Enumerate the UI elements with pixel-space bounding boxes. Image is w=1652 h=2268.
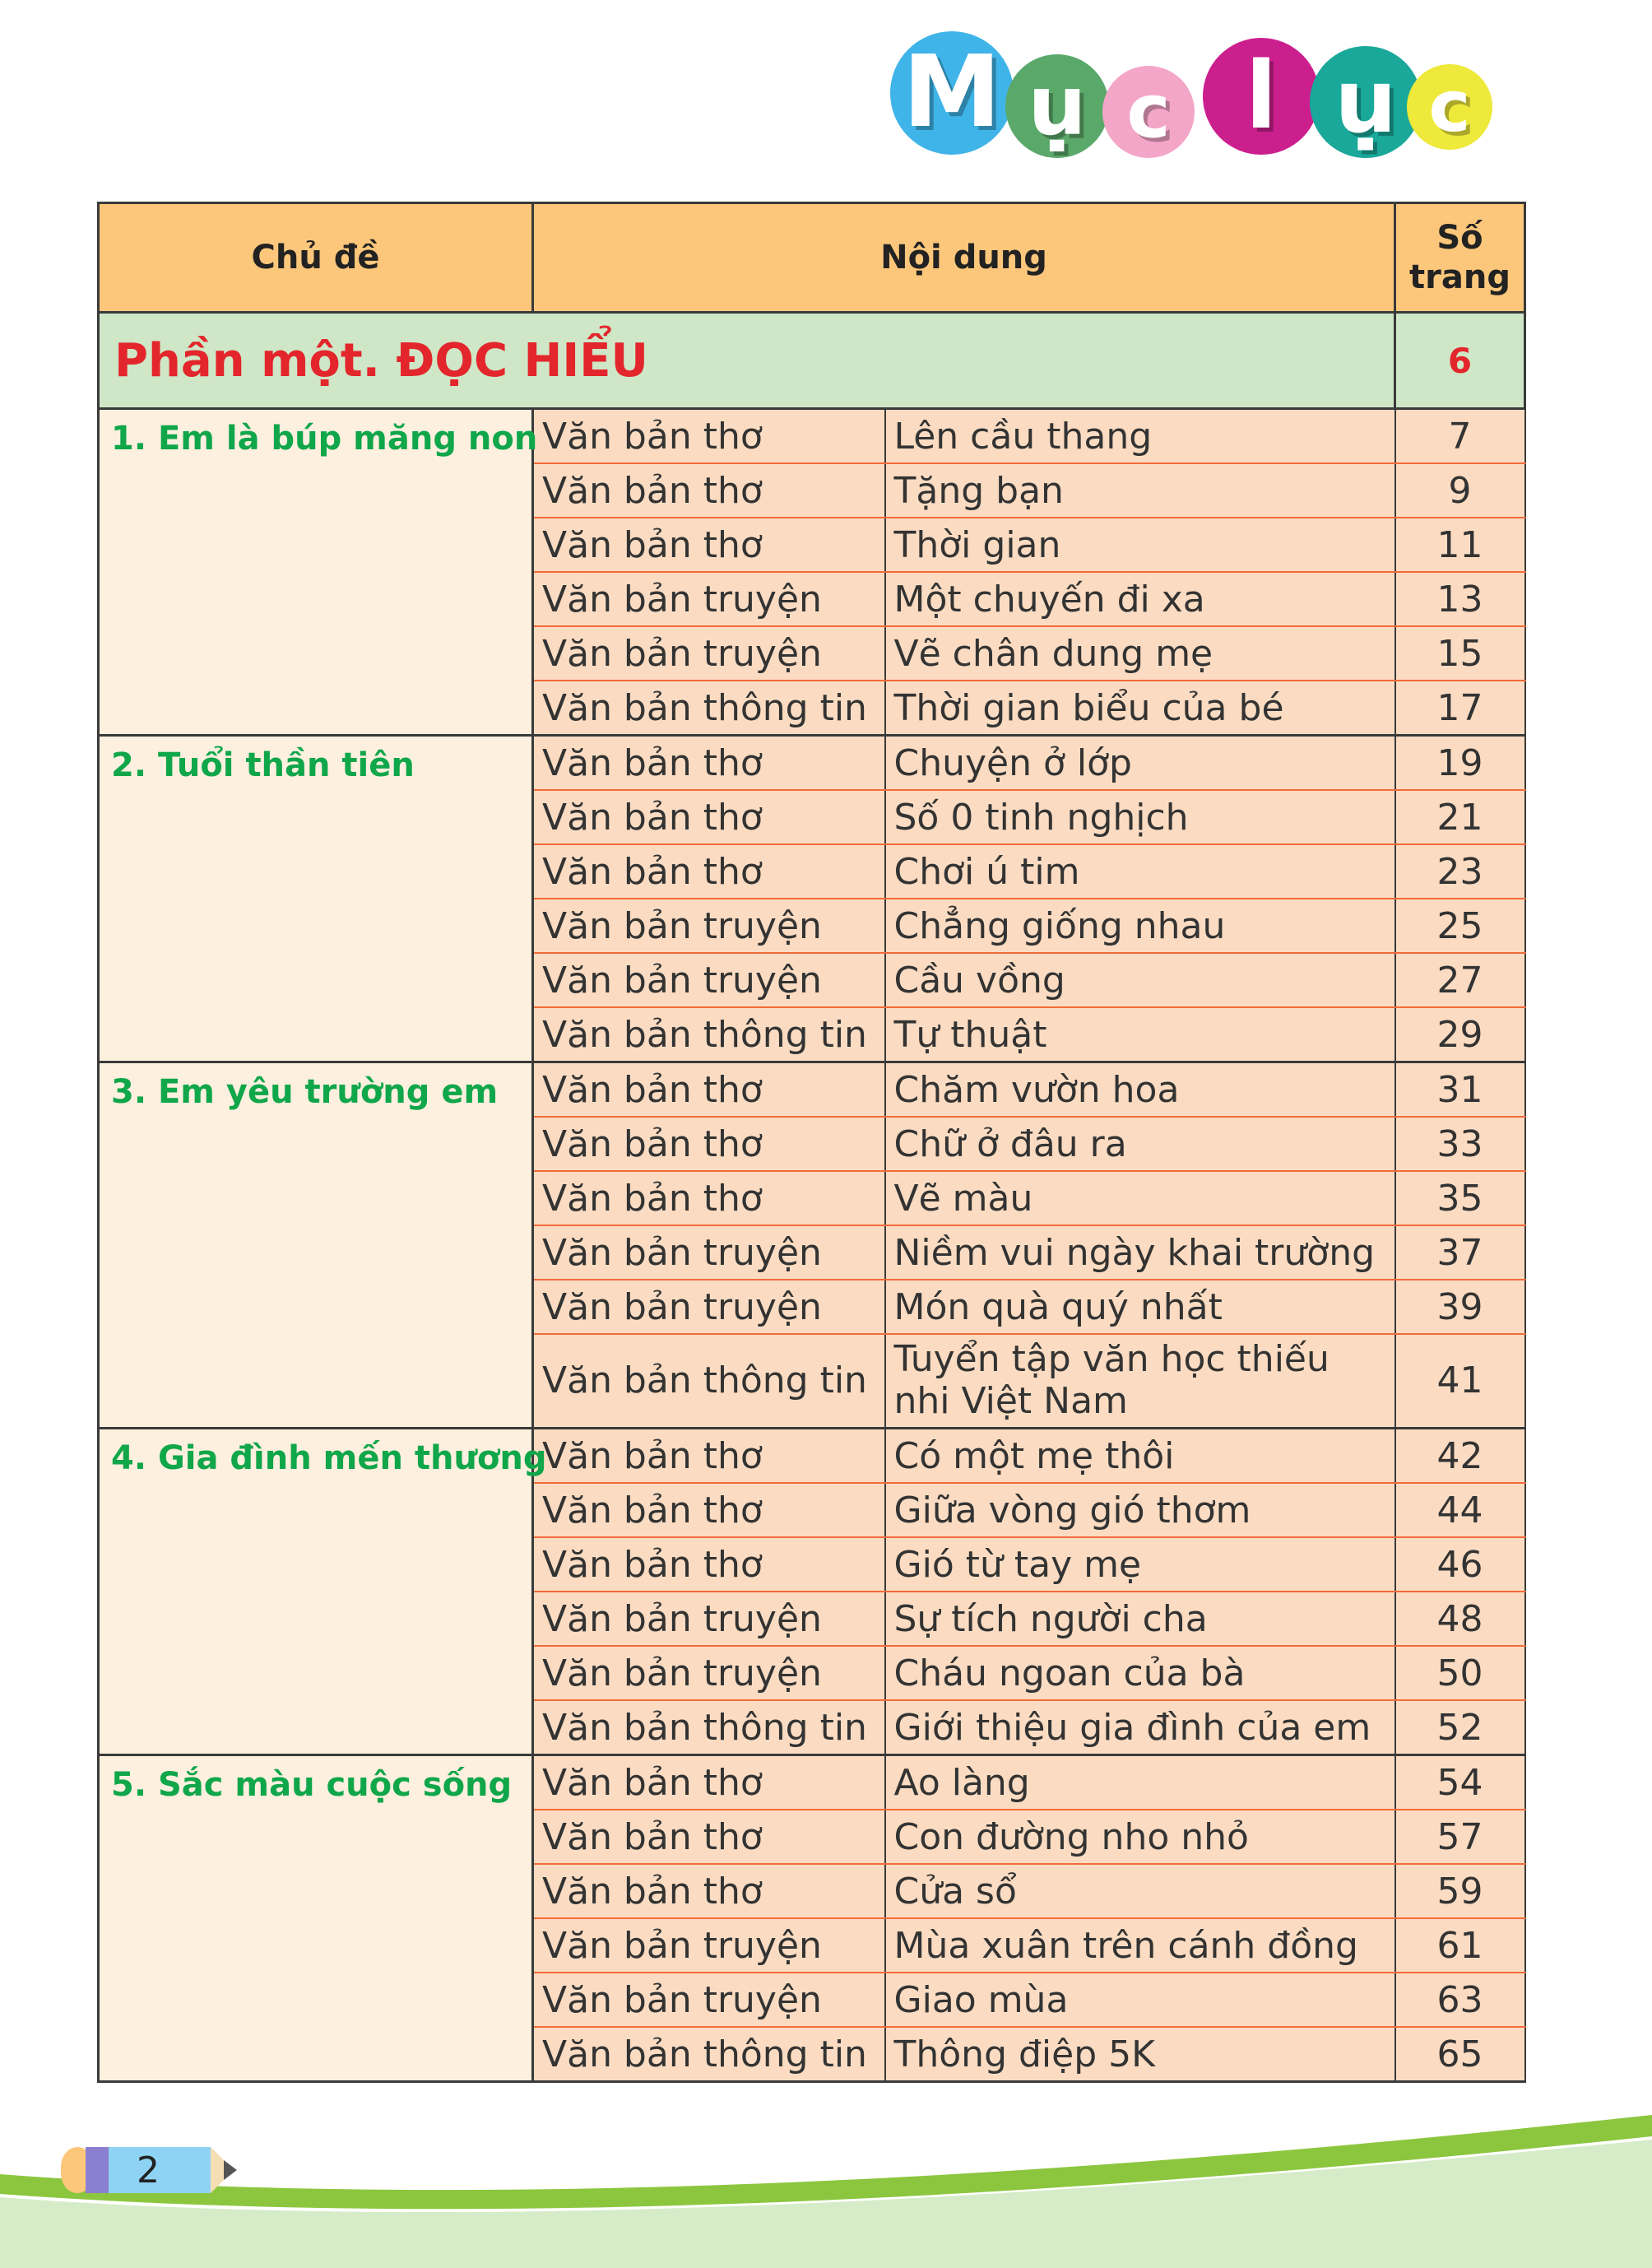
text-kind: Văn bản thơ [533,1537,885,1592]
page-number-cell: 21 [1395,790,1525,844]
text-kind: Văn bản thơ [533,736,885,791]
text-title: Số 0 tinh nghịch [885,790,1395,844]
table-row [99,736,1525,791]
page-number: 2 [137,2149,160,2191]
page-number-cell: 37 [1395,1225,1525,1280]
text-kind: Văn bản thơ [533,1755,885,1810]
page-title [890,31,1483,163]
text-kind: Văn bản thông tin [533,681,885,736]
text-title: Chẳng giống nhau [885,899,1395,953]
text-title: Con đường nho nhỏ [885,1810,1395,1864]
text-kind: Văn bản thơ [533,1864,885,1918]
text-title: Chăm vườn hoa [885,1062,1395,1118]
page-number-cell: 57 [1395,1810,1525,1864]
text-title: Món quà quý nhất [885,1280,1395,1334]
page-number-cell: 50 [1395,1646,1525,1700]
page-number-cell: 11 [1395,518,1525,572]
page-number-cell: 46 [1395,1537,1525,1592]
text-kind: Văn bản truyện [533,1225,885,1280]
part-page: 6 [1395,313,1525,409]
text-kind: Văn bản thông tin [533,2027,885,2082]
text-title: Lên cầu thang [885,409,1395,464]
topic-name: 3. Em yêu trường em [99,1062,533,1429]
text-title: Ao làng [885,1755,1395,1810]
topic-name: 1. Em là búp măng non [99,409,533,736]
page-number-cell: 48 [1395,1592,1525,1646]
text-title: Tự thuật [885,1007,1395,1062]
page-number-cell: 54 [1395,1755,1525,1810]
page-number-cell: 61 [1395,1918,1525,1973]
table-row [99,1062,1525,1118]
title-letter-bubble: l [1203,38,1320,155]
part-title: Phần một. ĐỌC HIỂU [99,313,1395,409]
table-of-contents [97,202,1526,2083]
title-letter-bubble: c [1102,66,1195,158]
page-number-cell: 19 [1395,736,1525,791]
text-kind: Văn bản truyện [533,1973,885,2027]
text-title: Một chuyến đi xa [885,572,1395,626]
footer-wave [0,2107,1652,2268]
text-title: Chữ ở đâu ra [885,1117,1395,1171]
page-number-cell: 65 [1395,2027,1525,2082]
page-number-cell: 27 [1395,953,1525,1007]
part-row [99,313,1525,409]
page-number-cell: 31 [1395,1062,1525,1118]
text-title: Sự tích người cha [885,1592,1395,1646]
text-title: Chuyện ở lớp [885,736,1395,791]
topic-name: 2. Tuổi thần tiên [99,736,533,1062]
text-kind: Văn bản thơ [533,1429,885,1484]
text-title: Cháu ngoan của bà [885,1646,1395,1700]
text-title: Thông điệp 5K [885,2027,1395,2082]
text-kind: Văn bản thông tin [533,1700,885,1755]
table-row [99,409,1525,464]
page-number-cell: 13 [1395,572,1525,626]
text-title: Thời gian [885,518,1395,572]
text-title: Giữa vòng gió thơm [885,1483,1395,1537]
page-number-cell: 33 [1395,1117,1525,1171]
text-title: Giới thiệu gia đình của em [885,1700,1395,1755]
text-title: Có một mẹ thôi [885,1429,1395,1484]
text-title: Tuyển tập văn học thiếu nhi Việt Nam [885,1334,1395,1429]
text-kind: Văn bản thơ [533,1171,885,1225]
topic-name: 4. Gia đình mến thương [99,1429,533,1755]
page-number-cell: 17 [1395,681,1525,736]
text-title: Tặng bạn [885,463,1395,518]
page-number-cell: 29 [1395,1007,1525,1062]
text-kind: Văn bản truyện [533,1280,885,1334]
text-kind: Văn bản thơ [533,1117,885,1171]
table-row [99,1429,1525,1484]
header-topic: Chủ đề [99,203,533,313]
text-kind: Văn bản truyện [533,953,885,1007]
text-title: Niềm vui ngày khai trường [885,1225,1395,1280]
table-header-row [99,203,1525,313]
text-title: Vẽ màu [885,1171,1395,1225]
page-number-cell: 41 [1395,1334,1525,1429]
header-page [1395,203,1525,313]
text-title: Chơi ú tim [885,844,1395,899]
title-letter-bubble: c [1407,64,1492,150]
page-number-cell: 44 [1395,1483,1525,1537]
text-kind: Văn bản thông tin [533,1334,885,1429]
header-page-line2: trang [1409,258,1510,296]
text-title: Mùa xuân trên cánh đồng [885,1918,1395,1973]
page-number-cell: 42 [1395,1429,1525,1484]
text-kind: Văn bản thông tin [533,1007,885,1062]
table-row [99,1755,1525,1810]
topic-name: 5. Sắc màu cuộc sống [99,1755,533,2082]
text-title: Giao mùa [885,1973,1395,2027]
page-number-cell: 7 [1395,409,1525,464]
title-letter-bubble: M [890,31,1014,155]
text-kind: Văn bản truyện [533,1918,885,1973]
title-letter-bubble: ụ [1310,46,1422,158]
page-number-cell: 59 [1395,1864,1525,1918]
text-title: Vẽ chân dung mẹ [885,626,1395,681]
text-kind: Văn bản thơ [533,463,885,518]
page-number-cell: 9 [1395,463,1525,518]
page-number-cell: 25 [1395,899,1525,953]
page-number-cell: 23 [1395,844,1525,899]
text-kind: Văn bản thơ [533,1483,885,1537]
header-page-line1: Số [1436,219,1483,257]
page-number-cell: 63 [1395,1973,1525,2027]
text-title: Thời gian biểu của bé [885,681,1395,736]
text-kind: Văn bản truyện [533,572,885,626]
page-number-cell: 39 [1395,1280,1525,1334]
text-kind: Văn bản truyện [533,1646,885,1700]
text-title: Gió từ tay mẹ [885,1537,1395,1592]
header-content: Nội dung [533,203,1395,313]
page-number-cell: 35 [1395,1171,1525,1225]
text-kind: Văn bản thơ [533,409,885,464]
text-title: Cửa sổ [885,1864,1395,1918]
text-kind: Văn bản thơ [533,1062,885,1118]
text-kind: Văn bản truyện [533,1592,885,1646]
text-kind: Văn bản thơ [533,1810,885,1864]
text-title: Cầu vồng [885,953,1395,1007]
text-kind: Văn bản truyện [533,626,885,681]
text-kind: Văn bản thơ [533,518,885,572]
text-kind: Văn bản truyện [533,899,885,953]
page-number-cell: 15 [1395,626,1525,681]
page-number-cell: 52 [1395,1700,1525,1755]
text-kind: Văn bản thơ [533,790,885,844]
title-letter-bubble: ụ [1005,54,1109,158]
text-kind: Văn bản thơ [533,844,885,899]
